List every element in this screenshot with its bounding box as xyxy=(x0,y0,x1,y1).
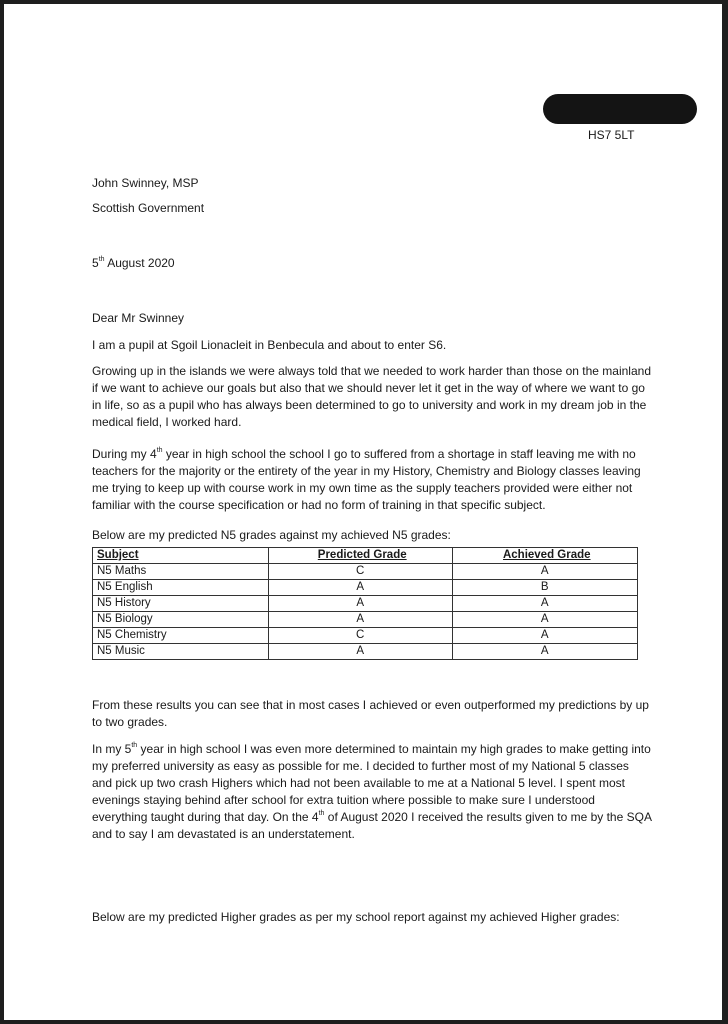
achieved-cell: A xyxy=(452,628,637,644)
table-intro: Below are my predicted N5 grades against my achieved N5 grades: xyxy=(92,528,451,542)
table-row xyxy=(93,628,638,644)
subject-cell: N5 Maths xyxy=(93,564,269,580)
intro-paragraph: I am a pupil at Sgoil Lionacleit in Benbecula and about to enter S6. xyxy=(92,338,447,352)
para2-rest: year in high school the school I go to suffered from a shortage in staff leaving me with no teachers for the majority or the entirety of the year in my History, Chemistry and Biology classes leaving me trying to keep up with course work in my own time as the supply teachers provided were either not familiar with the course specification or had no form of training in that specific subject. xyxy=(92,447,641,512)
table-row xyxy=(93,564,638,580)
subject-cell: N5 History xyxy=(93,596,269,612)
para4-start: In my 5 xyxy=(92,742,132,756)
subject-cell: N5 Music xyxy=(93,644,269,660)
table-row xyxy=(93,596,638,612)
achieved-cell: A xyxy=(452,596,637,612)
predicted-cell: A xyxy=(268,612,452,628)
subject-cell: N5 Biology xyxy=(93,612,269,628)
redacted-address xyxy=(543,94,697,124)
achieved-cell: A xyxy=(452,612,637,628)
paragraph-fourth-year xyxy=(92,446,652,514)
para4-end: of August 2020 I received the results given to me by the SQA and to say I am devastated is an understatement. xyxy=(92,810,652,841)
paragraph-islands: Growing up in the islands we were always told that we needed to work harder than those on the mainland if we want to achieve our goals but also that we should never let it get in the way of where we want to go in life, so as a pupil who has always been determined to go to university and work in my dream job in the medical field, I worked hard. xyxy=(92,364,651,429)
header-achieved: Achieved Grade xyxy=(452,548,637,564)
para4-sup-2: th xyxy=(318,810,325,817)
recipient-organisation: Scottish Government xyxy=(92,201,205,215)
para4-middle: year in high school I was even more determined to maintain my high grades to make getting into my preferred university as easy as possible for me. I decided to further most of my National 5 classes and pick up two crash Highers which had not been available to me at a National 5 level. I spent most evenings staying behind after school for extra tuition where possible to make sure I understood everything taught during that day. On the 4 xyxy=(92,742,651,824)
predicted-cell: C xyxy=(268,628,452,644)
subject-cell: N5 Chemistry xyxy=(93,628,269,644)
para4-sup-1: th xyxy=(131,742,138,749)
date-suffix: th xyxy=(98,256,105,263)
recipient-name: John Swinney, MSP xyxy=(92,176,199,190)
predicted-cell: A xyxy=(268,644,452,660)
predicted-cell: A xyxy=(268,580,452,596)
postcode: HS7 5LT xyxy=(588,128,635,142)
table-row xyxy=(93,580,638,596)
letter-page xyxy=(4,4,722,1020)
n5-grades-table xyxy=(92,547,638,660)
paragraph-fifth-year xyxy=(92,741,652,843)
achieved-cell: A xyxy=(452,564,637,580)
paragraph-results: From these results you can see that in most cases I achieved or even outperformed my predictions by up to two grades. xyxy=(92,698,649,729)
closing-intro: Below are my predicted Higher grades as per my school report against my achieved Higher grades: xyxy=(92,910,620,924)
date-day: 5 xyxy=(92,256,99,270)
para2-sup: th xyxy=(156,447,163,454)
table-header-row xyxy=(93,548,638,564)
table-row xyxy=(93,612,638,628)
para2-start: During my 4 xyxy=(92,447,157,461)
date-rest: August 2020 xyxy=(104,256,175,270)
subject-cell: N5 English xyxy=(93,580,269,596)
achieved-cell: B xyxy=(452,580,637,596)
header-predicted: Predicted Grade xyxy=(268,548,452,564)
predicted-cell: C xyxy=(268,564,452,580)
letter-date xyxy=(92,256,175,270)
predicted-cell: A xyxy=(268,596,452,612)
header-subject: Subject xyxy=(93,548,269,564)
table-row xyxy=(93,644,638,660)
salutation: Dear Mr Swinney xyxy=(92,311,185,325)
achieved-cell: A xyxy=(452,644,637,660)
